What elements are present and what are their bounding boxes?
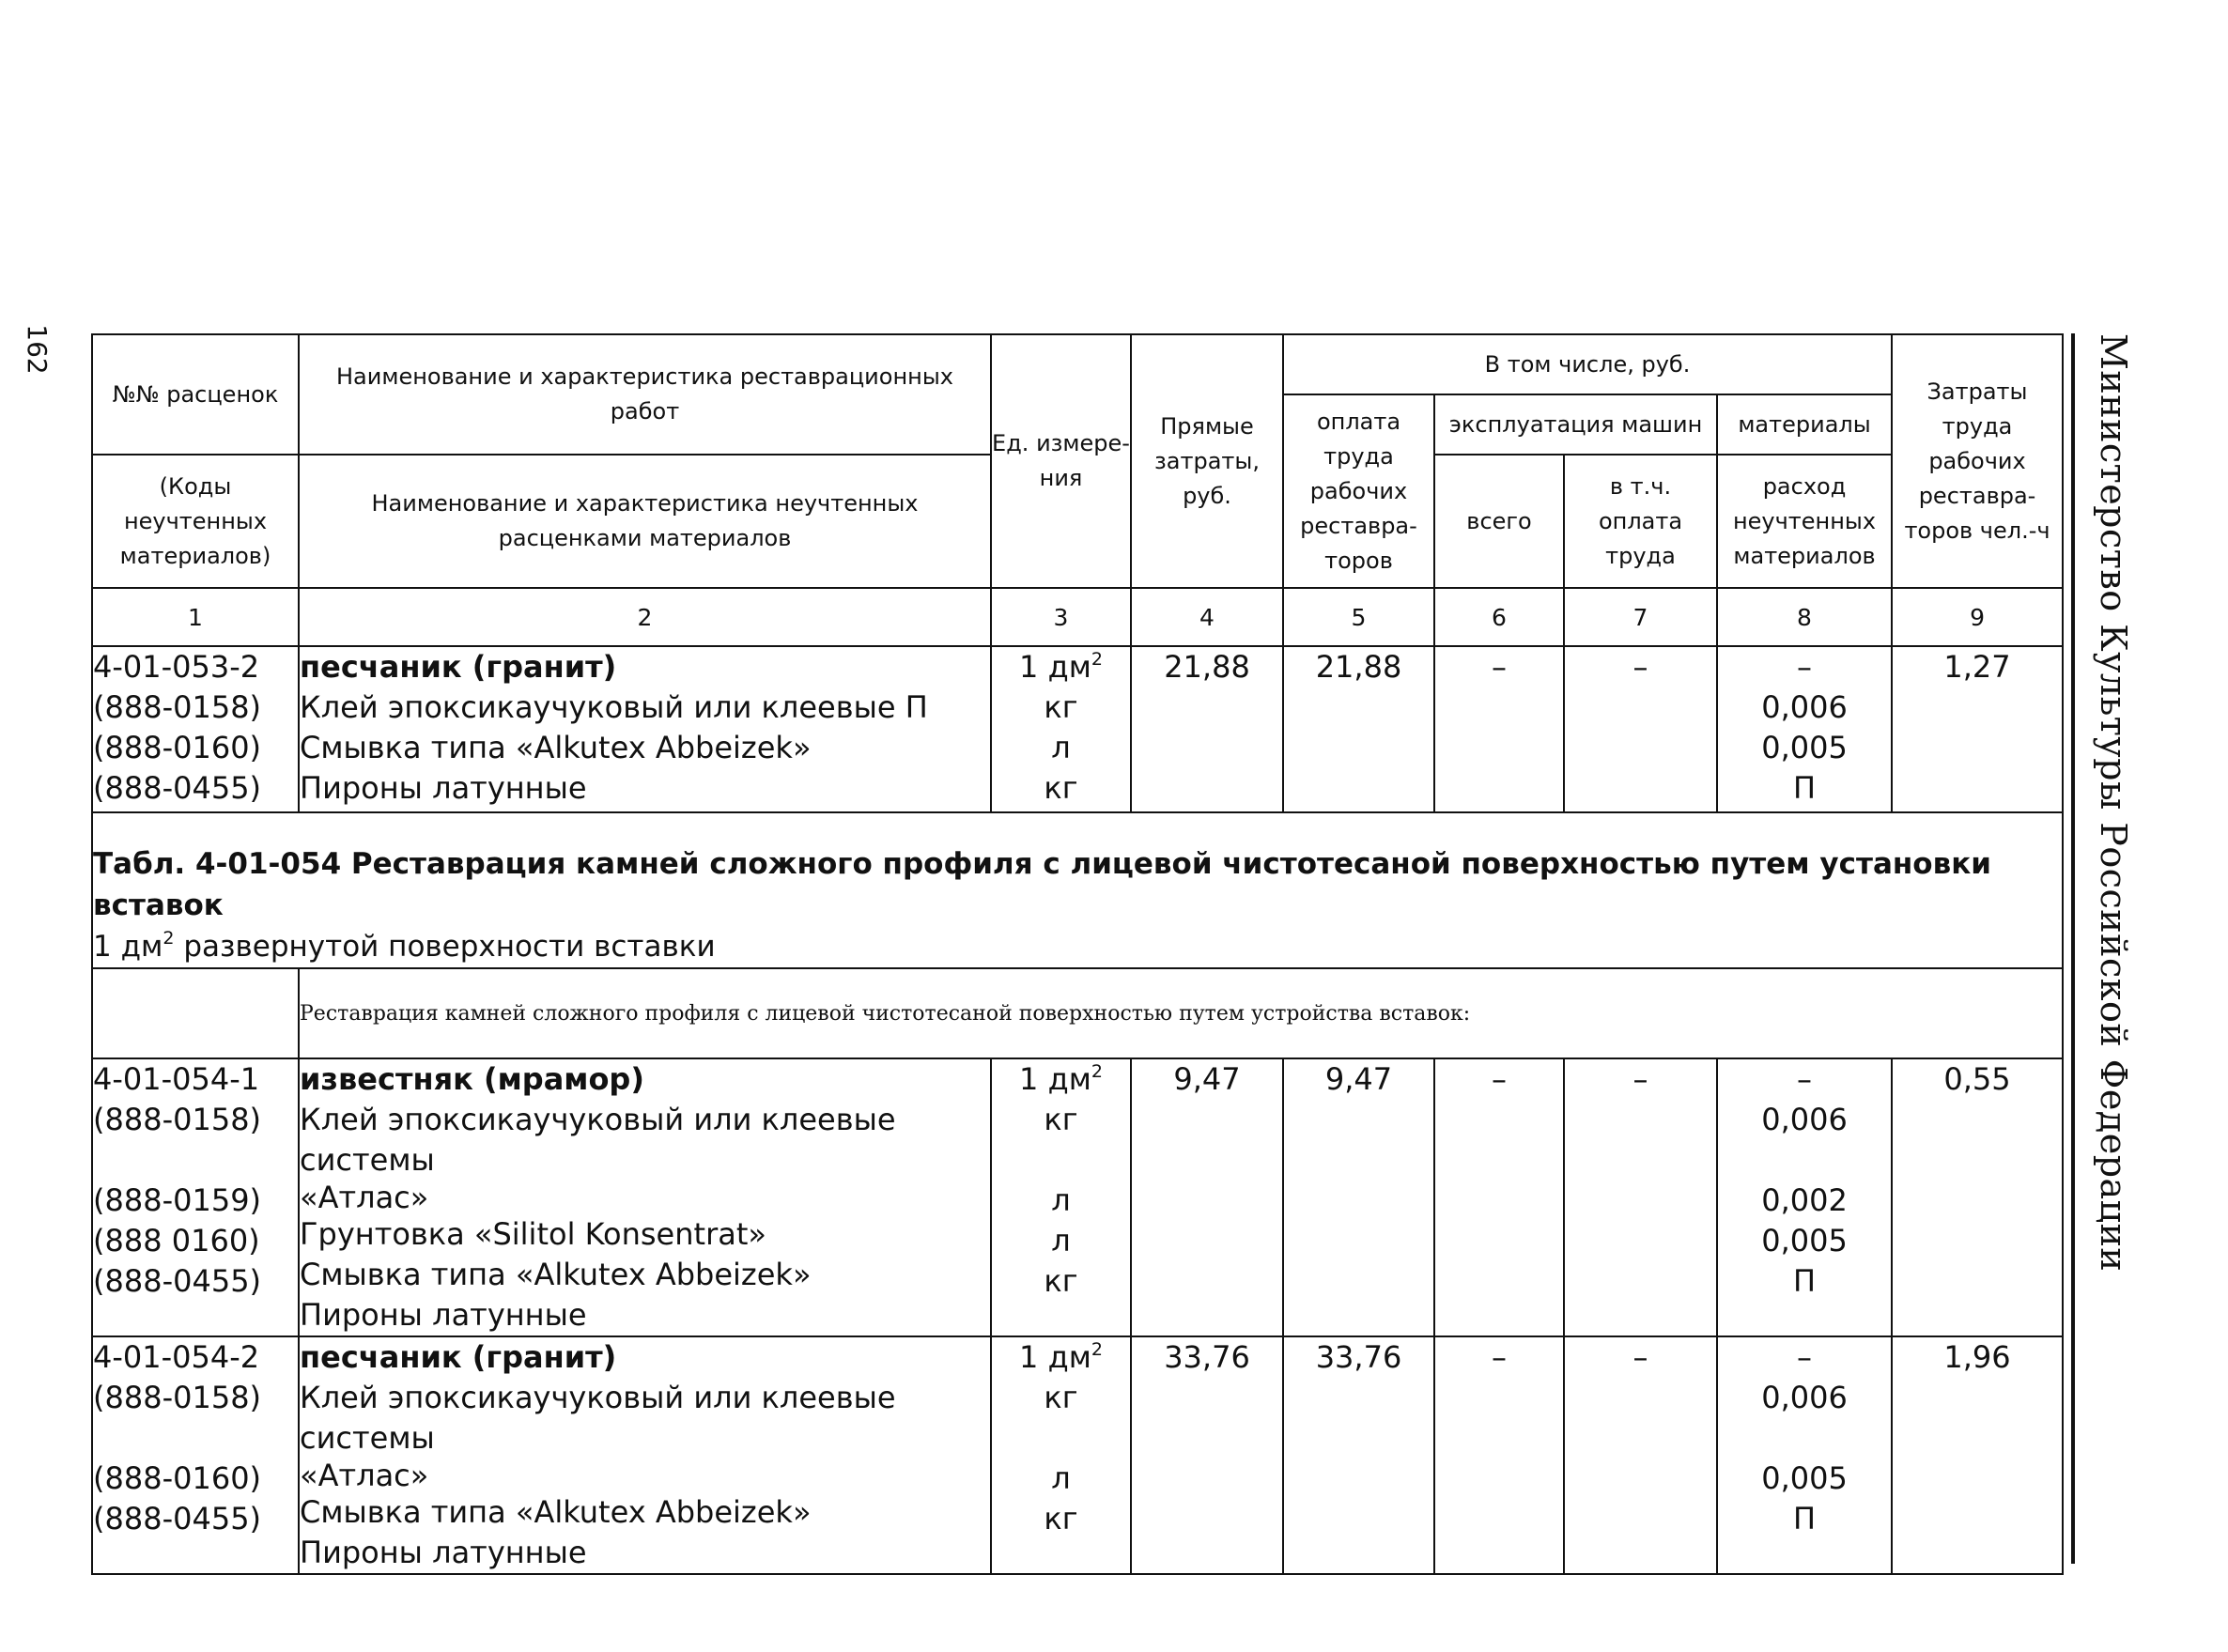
rate-code: 4-01-054-1 (93, 1061, 260, 1097)
material-code: (888-0158) (93, 689, 262, 725)
header-materials: материалы (1717, 394, 1892, 455)
material-code: (888-0158) (93, 1380, 262, 1415)
labor-hours: 1,96 (1892, 1336, 2063, 1574)
caption-unit-sup: 2 (162, 928, 175, 949)
labor-pay: 33,76 (1283, 1336, 1434, 1574)
header-row-1 (92, 334, 2063, 394)
material-code: (888-0160) (93, 1460, 262, 1496)
unit-sup: 2 (1091, 1339, 1103, 1360)
header-work-name: Наименование и характеристика реставрационных работ (299, 334, 991, 455)
material-value: – (1797, 649, 1812, 685)
units (991, 1336, 1131, 1574)
unit: л (1051, 1182, 1071, 1218)
column-number: 4 (1131, 588, 1283, 646)
machines-labor: – (1564, 1336, 1717, 1574)
direct-costs: 9,47 (1131, 1058, 1283, 1336)
column-number: 6 (1434, 588, 1564, 646)
section-row (92, 968, 2063, 1058)
header-machines: эксплуатация машин (1434, 394, 1717, 455)
material-name: Смывка типа «Alkutex Abbeizek» (300, 1257, 812, 1292)
material-name: Смывка типа «Alkutex Abbeizek» (300, 730, 812, 765)
header-including: В том числе, руб. (1283, 334, 1892, 394)
work-names (299, 1336, 991, 1574)
machines-total: – (1434, 1336, 1564, 1574)
header-materials-use: расход неучтенных материалов (1717, 455, 1892, 588)
unit: л (1051, 730, 1071, 765)
header-direct-costs: Прямые затраты, руб. (1131, 334, 1283, 588)
caption-unit-suffix: развернутой поверхности вставки (174, 930, 716, 964)
material-name: Пироны латунные (300, 1535, 587, 1570)
table-row (92, 1336, 2063, 1574)
direct-costs: 21,88 (1131, 646, 1283, 812)
unit-sup: 2 (1091, 649, 1103, 670)
column-number: 9 (1892, 588, 2063, 646)
work-names (299, 646, 991, 812)
material-value: 0,005 (1761, 1460, 1848, 1496)
direct-costs: 33,76 (1131, 1336, 1283, 1574)
material-value: 0,005 (1761, 730, 1848, 765)
material-code: (888-0160) (93, 730, 262, 765)
column-number: 1 (92, 588, 299, 646)
material-code: (888 0160) (93, 1223, 260, 1258)
rate-code: 4-01-054-2 (93, 1339, 260, 1375)
materials-use (1717, 646, 1892, 812)
header-material-codes: (Коды неучтенных материалов) (92, 455, 299, 588)
material-name: Пироны латунные (300, 1297, 587, 1333)
labor-hours: 0,55 (1892, 1058, 2063, 1336)
material-value: 0,006 (1761, 689, 1848, 725)
side-title: Министерство Культуры Российской Федерации (2093, 333, 2134, 1273)
materials-use (1717, 1336, 1892, 1574)
material-code: (888-0159) (93, 1182, 262, 1218)
work-title: песчаник (гранит) (300, 649, 617, 685)
table-caption (92, 812, 2063, 968)
work-names (299, 1058, 991, 1336)
header-labor-hours: Затраты труда рабочих реставра-торов чел.-ч (1892, 334, 2063, 588)
material-value: П (1792, 770, 1817, 806)
material-value: – (1797, 1339, 1812, 1375)
unit: л (1051, 1460, 1071, 1496)
column-numbers-row (92, 588, 2063, 646)
material-value: 0,005 (1761, 1223, 1848, 1258)
page-number: 162 (22, 324, 53, 375)
section-title: Реставрация камней сложного профиля с лицевой чистотесаной поверхностью путем устройства вставок: (299, 968, 2063, 1058)
labor-pay: 9,47 (1283, 1058, 1434, 1336)
column-number: 3 (991, 588, 1131, 646)
material-name: Клей эпоксикаучуковый или клеевые системы (300, 1102, 896, 1178)
header-material-name: Наименование и характеристика неучтенных расценками материалов (299, 455, 991, 588)
header-machines-labor: в т.ч. оплата труда (1564, 455, 1717, 588)
table-row (92, 1058, 2063, 1336)
caption-row (92, 812, 2063, 968)
material-name: Пироны латунные (300, 770, 587, 806)
material-name-cont: «Атлас» (300, 1180, 429, 1215)
rate-codes (92, 646, 299, 812)
unit: кг (1044, 770, 1078, 806)
material-code: (888-0455) (93, 1501, 262, 1536)
machines-labor: – (1564, 646, 1717, 812)
material-value: 0,006 (1761, 1380, 1848, 1415)
unit: л (1051, 1223, 1071, 1258)
rate-code: 4-01-053-2 (93, 649, 260, 685)
machines-total: – (1434, 1058, 1564, 1336)
units (991, 1058, 1131, 1336)
material-value: 0,002 (1761, 1182, 1848, 1218)
material-code: (888-0455) (93, 1263, 262, 1299)
header-labor-pay: оплата труда рабочих реставра-торов (1283, 394, 1434, 588)
material-name: Клей эпоксикаучуковый или клеевые системы (300, 1380, 896, 1456)
labor-hours: 1,27 (1892, 646, 2063, 812)
table-row (92, 646, 2063, 812)
material-value: 0,006 (1761, 1102, 1848, 1137)
unit: кг (1044, 689, 1078, 725)
material-name: Смывка типа «Alkutex Abbeizek» (300, 1494, 812, 1530)
side-rule (2071, 333, 2075, 1564)
column-number: 7 (1564, 588, 1717, 646)
unit-main: 1 дм (1019, 1061, 1091, 1097)
work-title: песчаник (гранит) (300, 1339, 617, 1375)
column-number: 8 (1717, 588, 1892, 646)
work-title: известняк (мрамор) (300, 1061, 644, 1097)
material-value: П (1792, 1263, 1817, 1299)
caption-unit-prefix: 1 дм (93, 930, 163, 964)
unit: кг (1044, 1380, 1078, 1415)
header-unit: Ед. измере-ния (991, 334, 1131, 588)
header-machines-total: всего (1434, 455, 1564, 588)
column-number: 5 (1283, 588, 1434, 646)
header-rate-numbers: №№ расценок (92, 334, 299, 455)
material-name-cont: «Атлас» (300, 1458, 429, 1493)
material-value: – (1797, 1061, 1812, 1097)
machines-labor: – (1564, 1058, 1717, 1336)
machines-total: – (1434, 646, 1564, 812)
unit-main: 1 дм (1019, 1339, 1091, 1375)
labor-pay: 21,88 (1283, 646, 1434, 812)
materials-use (1717, 1058, 1892, 1336)
caption-title: Табл. 4-01-054 Реставрация камней сложного профиля с лицевой чистотесаной поверхностью путем установки вставок (93, 847, 1991, 922)
unit-main: 1 дм (1019, 649, 1091, 685)
rates-table (91, 333, 2064, 1575)
rate-codes (92, 1336, 299, 1574)
unit-sup: 2 (1091, 1061, 1103, 1082)
unit: кг (1044, 1102, 1078, 1137)
material-name: Грунтовка «Silitol Konsentrat» (300, 1216, 766, 1252)
unit: кг (1044, 1263, 1078, 1299)
material-code: (888-0158) (93, 1102, 262, 1137)
material-value: П (1792, 1501, 1817, 1536)
material-name: Клей эпоксикаучуковый или клеевые П (300, 689, 928, 725)
section-empty-cell (92, 968, 299, 1058)
column-number: 2 (299, 588, 991, 646)
rate-codes (92, 1058, 299, 1336)
unit: кг (1044, 1501, 1078, 1536)
units (991, 646, 1131, 812)
material-code: (888-0455) (93, 770, 262, 806)
